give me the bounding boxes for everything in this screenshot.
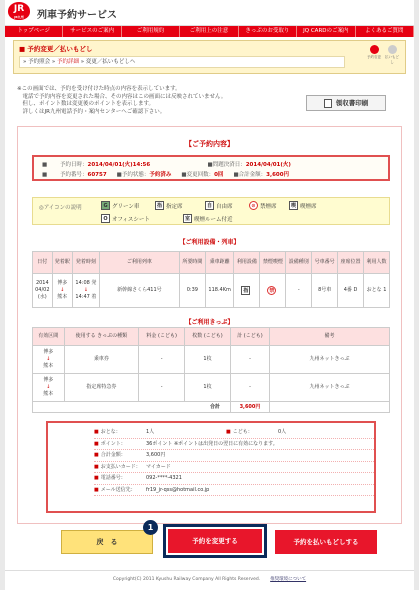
title-panel (13, 40, 406, 74)
reservation-title: 【ご予約内容】 (185, 140, 234, 148)
total-row: 合計 3,600円 (33, 402, 390, 413)
nav-ticket-pickup[interactable]: きっぷのお受取り (239, 26, 297, 37)
total-amount: 3,600円 (266, 172, 290, 178)
table-row: 博多 ↓ 熊本 指定席特急券 - 1枚 - 九州ネットきっぷ (33, 374, 390, 402)
reservation-status: 予約済み (149, 172, 172, 178)
reservation-date: 2014/04/01(火)14:56 (87, 162, 151, 168)
nav-faq[interactable]: よくあるご質問 (356, 26, 414, 37)
crumb-detail[interactable]: 予約詳細 (57, 59, 80, 65)
deadline-date: 2014/04/01(火) (245, 162, 291, 168)
printer-icon (324, 99, 332, 108)
table-row: 博多 ↓ 熊本 乗車券 - 1枚 - 九州ネットきっぷ (33, 346, 390, 374)
train-title: 【ご利用設備・列車】 (179, 239, 240, 246)
env-link[interactable]: 推奨環境について (270, 577, 307, 582)
step-refund: 払いもどし (385, 45, 399, 65)
step-badge: 1 (143, 520, 158, 535)
nav-top[interactable]: トップページ (5, 26, 63, 37)
step-change: 予約変更 (367, 45, 381, 65)
smoking-room-icon: 室 (184, 216, 190, 222)
jr-logo[interactable]: JR JR九州 (8, 2, 30, 20)
page-title: ■ 予約変更／払いもどし (19, 45, 93, 53)
page (5, 0, 414, 590)
global-nav (5, 26, 414, 37)
green-car-icon: G (101, 201, 110, 210)
ticket-table: 有効区間 使用する きっぷの種類 料金 (こども) 枚数 (こども) 計 (こども) 備考 博多 ↓ 熊本 乗車券 - 1枚 - 九州ネットきっぷ 博多 ↓ 熊本 指定席特急券 - 1枚 - 九州ネットきっぷ 合計 3,600円 (32, 327, 390, 413)
no-smoking-icon: ⊘ (249, 201, 258, 210)
step-change-icon (370, 45, 379, 54)
crumb-current: 変更／払いもどしへ (85, 59, 136, 65)
change-button-highlight (163, 524, 267, 558)
no-smoking-icon: 禁 (269, 288, 275, 294)
step-refund-icon (388, 45, 397, 54)
nav-jqcard[interactable]: JQ CARDのご案内 (297, 26, 355, 37)
reservation-summary: ■ 予約日時： 2014/04/01(火)14:56 ■ 問題決済日： 2014/04/01(火) ■ 予約番号： 60757 ■ 予約状態： 予約済み ■ 変更回数： 0回 ■ 合計金額： 3,600円 (32, 155, 390, 181)
customer-info: ■ おとな： 1人 ■ こども： 0人 ■ ポイント： 36ポイント ※ポイントは出発日の翌日に有効になります。 ■ 合計金額： 3,600円 ■ お支払いカード： マイカード ■ 電話番号： 092-****-4321 ■ メール送信先： fr19_jr-qss@hotmail.co.jp (46, 421, 376, 513)
refund-reservation-button[interactable]: 予約を払いもどしする (275, 530, 377, 554)
step-indicator (367, 45, 399, 65)
office-seat-icon: O (101, 214, 110, 223)
nav-terms[interactable]: ご利用規約 (122, 26, 180, 37)
breadcrumb: » 予約照会 » 予約詳細 » 変更／払いもどしへ (19, 56, 345, 68)
train-table: 日付 発着駅 発着時刻 ご利用列車 所要時間 乗車距離 利用設備 禁煙喫煙 設備種別 号車番号 座席位置 利用人数 2014 04/02 (水) 博多 ↓ 熊本 14:08 発 ↓ 14:47 着 新幹線さくら411号 0:39 118.4Km 指 禁 - 8号車 4番 D おとな 1 (32, 251, 390, 308)
reserved-seat-icon: 指 (243, 288, 249, 294)
reservation-number: 60757 (87, 172, 107, 178)
reservation-panel (17, 126, 402, 524)
non-reserved-icon: 自 (206, 203, 212, 209)
reserved-seat-icon: 指 (156, 203, 162, 209)
table-row: 2014 04/02 (水) 博多 ↓ 熊本 14:08 発 ↓ 14:47 着 新幹線さくら411号 0:39 118.4Km 指 禁 - 8号車 4番 D おとな 1 (33, 274, 390, 308)
icon-legend: ◎アイコンの説明 G グリーン車 指 指定席 自 自由席 ⊘ 禁煙席 喫 喫煙席 O オフィスシート 室 喫煙ルーム付近 (32, 197, 390, 225)
app-title: 列車予約サービス (37, 10, 117, 21)
change-reservation-button[interactable]: 予約を変更する (168, 529, 262, 553)
crumb-inquiry[interactable]: 予約照会 (28, 59, 51, 65)
header (5, 0, 414, 26)
ticket-title: 【ご利用きっぷ】 (185, 319, 234, 326)
receipt-print-button[interactable]: 領収書印刷 (306, 95, 386, 111)
back-button[interactable]: 戻 る (61, 530, 153, 554)
smoking-icon: 喫 (290, 203, 296, 209)
notice-text: ※この画面では、予約を受け付けた時点の内容を表示しています。 電話で予約内容を変更された場合、その内容はこの画面には反映されていません。 但し、ポイント数は変更後のポイントを表示します。 詳しくはJR九州電話予約・案内センターへご確認下さい。 (17, 86, 227, 115)
nav-service[interactable]: サービスのご案内 (63, 26, 121, 37)
footer: Copyright(C) 2011 Kyushu Railway Company All Rights Reserved. 推奨環境について (5, 570, 414, 590)
nav-notes[interactable]: ご利用上の注意 (180, 26, 238, 37)
